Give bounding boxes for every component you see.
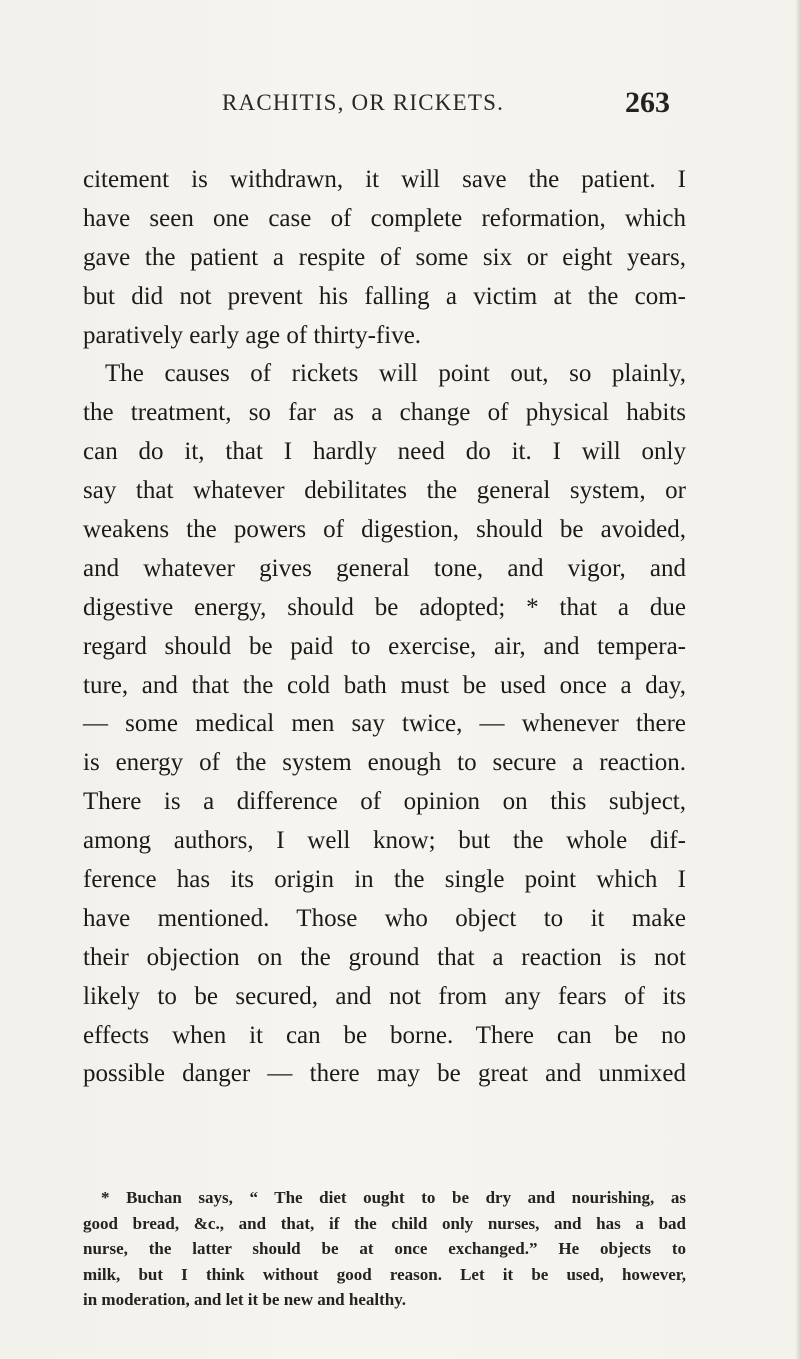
text-line: effects when it can be borne. There can be no [83,1021,686,1049]
text-line: likely to be secured, and not from any fears of its [83,982,686,1010]
footnote-line: good bread, &c., and that, if the child only nurses, and has a bad [83,1213,686,1233]
text-line: is energy of the system enough to secure a reaction. [83,749,686,777]
text-line: but did not prevent his falling a victim at the com- [83,282,686,310]
text-line: The causes of rickets will point out, so plainly, [105,360,686,388]
text-line: ference has its origin in the single point which I [83,866,686,894]
text-line: There is a difference of opinion on this subject, [83,788,686,816]
text-line: and whatever gives general tone, and vigor, and [83,554,686,582]
footnote-line: nurse, the latter should be at once exchanged.” He objects to [83,1239,686,1258]
page-edge-shadow [795,0,801,1359]
page-number: 263 [625,86,670,119]
footnote-line: milk, but I think without good reason. Let it be used, however, [83,1264,686,1284]
footnote [83,1185,686,1313]
page-header [0,86,801,126]
text-line: have seen one case of complete reformation, which [83,204,686,232]
text-line: digestive energy, should be adopted; * that a due [83,593,686,621]
text-line: weakens the powers of digestion, should be avoided, [83,516,686,544]
text-line: their objection on the ground that a reaction is not [83,943,686,971]
text-line: — some medical men say twice, — whenever there [83,710,686,738]
text-line: ture, and that the cold bath must be used once a day, [83,671,686,699]
running-title: RACHITIS, OR RICKETS. [222,90,505,115]
footnote-line: * Buchan says, “ The diet ought to be dry and nourishing, as [101,1188,686,1207]
text-line: say that whatever debilitates the general system, or [83,477,686,505]
text-line: gave the patient a respite of some six or eight years, [83,243,686,271]
text-line: can do it, that I hardly need do it. I will only [83,438,686,466]
text-line: the treatment, so far as a change of physical habits [83,399,686,427]
text-line: paratively early age of thirty-five. [83,321,422,349]
body-text [83,161,686,1094]
footnote-line: in moderation, and let it be new and healthy. [83,1290,407,1309]
text-line: have mentioned. Those who object to it make [83,904,686,932]
text-line: regard should be paid to exercise, air, and tempera- [83,632,686,660]
text-line: citement is withdrawn, it will save the patient. I [83,166,686,193]
text-line: among authors, I well know; but the whole dif- [83,827,686,855]
text-line: possible danger — there may be great and unmixed [83,1060,686,1088]
